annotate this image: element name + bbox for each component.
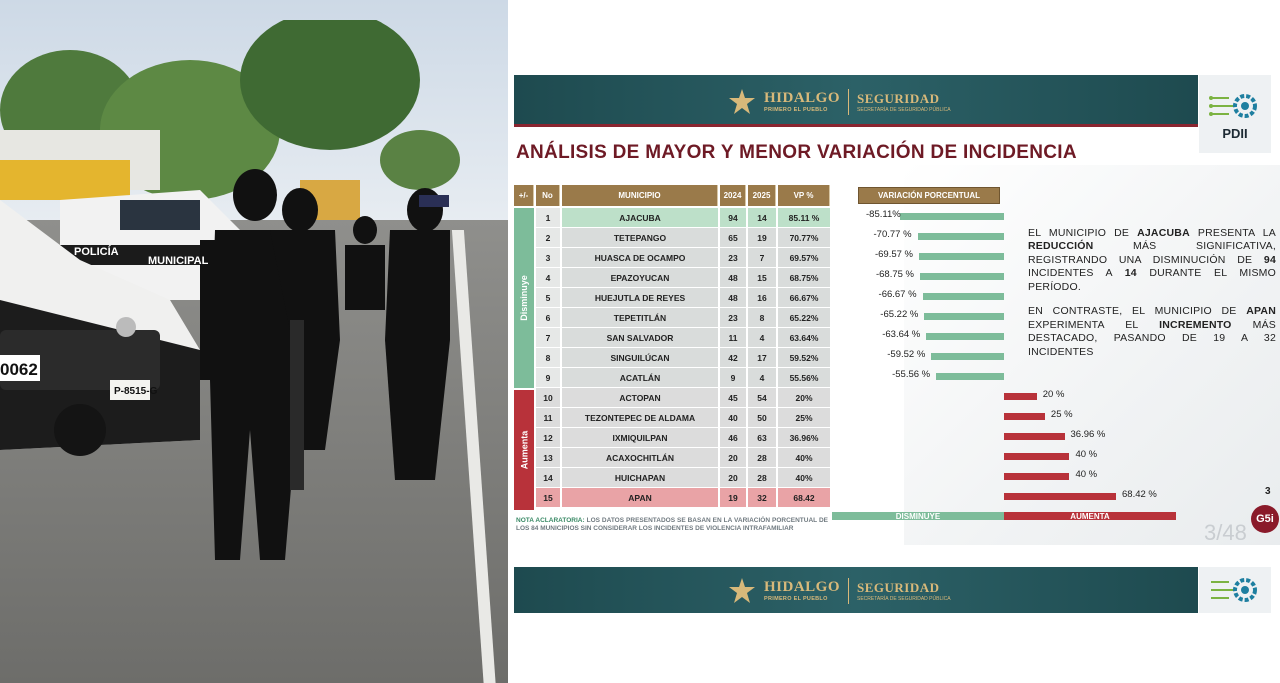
bar-disminuye bbox=[931, 353, 1004, 360]
bar-aumenta bbox=[1004, 433, 1065, 440]
row-vp: 69.57% bbox=[778, 248, 830, 267]
row-vp: 25% bbox=[778, 408, 830, 427]
row-municipio: HUASCA DE OCAMPO bbox=[562, 248, 718, 267]
bar-label-disminuye: -65.22 % bbox=[880, 309, 919, 320]
p2-c: EXPERIMENTA EL bbox=[1028, 318, 1160, 331]
gear-circuit-icon bbox=[1207, 88, 1263, 124]
row-2024: 9 bbox=[720, 368, 746, 387]
row-2025: 14 bbox=[748, 208, 776, 227]
bar-aumenta bbox=[1004, 473, 1069, 480]
row-2024: 20 bbox=[720, 448, 746, 467]
p1-e: MÁS SIGNIFICATIVA, REGISTRANDO UNA DISMINUCIÓN DE bbox=[1028, 240, 1276, 266]
row-number: 7 bbox=[536, 328, 560, 347]
table-row bbox=[536, 208, 830, 227]
row-vp: 63.64% bbox=[778, 328, 830, 347]
table-row bbox=[536, 448, 830, 467]
bar-label-disminuye: -85.11% bbox=[866, 209, 901, 220]
footer-gear-circuit-icon bbox=[1207, 572, 1263, 608]
table-row bbox=[536, 488, 830, 507]
bar-disminuye bbox=[918, 233, 1004, 240]
p1-a: EL MUNICIPIO DE bbox=[1028, 227, 1138, 239]
row-2024: 23 bbox=[720, 308, 746, 327]
footer-agency-subtitle: SECRETARÍA DE SEGURIDAD PÚBLICA bbox=[857, 595, 951, 602]
row-2025: 63 bbox=[748, 428, 776, 447]
row-2025: 4 bbox=[748, 368, 776, 387]
row-2024: 40 bbox=[720, 408, 746, 427]
row-2025: 54 bbox=[748, 388, 776, 407]
header-municipio: MUNICIPIO bbox=[562, 185, 718, 206]
row-municipio: APAN bbox=[562, 488, 718, 507]
row-number: 3 bbox=[536, 248, 560, 267]
bar-disminuye bbox=[920, 273, 1004, 280]
header-2024: 2024 bbox=[720, 185, 746, 206]
row-number: 4 bbox=[536, 268, 560, 287]
p1-d: REDUCCIÓN bbox=[1028, 240, 1094, 253]
bar-label-disminuye: -69.57 % bbox=[874, 249, 914, 260]
row-2025: 50 bbox=[748, 408, 776, 427]
row-2025: 15 bbox=[748, 268, 776, 287]
row-municipio: ACATLÁN bbox=[562, 368, 718, 387]
row-number: 12 bbox=[536, 428, 560, 447]
row-number: 1 bbox=[536, 208, 560, 227]
p1-f: 94 bbox=[1263, 253, 1276, 266]
row-number: 11 bbox=[536, 408, 560, 427]
page-number: 3 bbox=[1265, 486, 1271, 497]
row-municipio: ACAXOCHITLÁN bbox=[562, 448, 718, 467]
row-vp: 68.75% bbox=[778, 268, 830, 287]
table-row bbox=[536, 248, 830, 267]
row-municipio: TEZONTEPEC DE ALDAMA bbox=[562, 408, 718, 427]
summary-paragraph-1 bbox=[1028, 227, 1276, 294]
agency-name: SEGURIDAD bbox=[857, 90, 940, 106]
row-2024: 11 bbox=[720, 328, 746, 347]
footer-brand-name: HIDALGO bbox=[764, 578, 841, 595]
row-vp: 65.22% bbox=[778, 308, 830, 327]
agency-subtitle: SECRETARÍA DE SEGURIDAD PÚBLICA bbox=[857, 106, 951, 113]
table-row bbox=[536, 228, 830, 247]
summary-text bbox=[1028, 227, 1276, 370]
header-vp: VP % bbox=[778, 185, 830, 206]
row-number: 2 bbox=[536, 228, 560, 247]
row-number: 6 bbox=[536, 308, 560, 327]
table-header bbox=[514, 185, 830, 206]
note-text: LOS DATOS PRESENTADOS SE BASAN EN LA VARIACIÓN PORCENTUAL DE LOS 84 MUNICIPIOS SIN CONSIDERAR LOS INCIDENTES DE VIOLENCIA INTRAFAMILIAR bbox=[516, 517, 829, 532]
header-sign: +/- bbox=[514, 185, 534, 206]
group-aumenta-label: Aumenta bbox=[519, 430, 530, 470]
bar-label-disminuye: -70.77 % bbox=[873, 229, 912, 240]
police-scene bbox=[0, 0, 508, 683]
p1-i: DURANTE EL MISMO PERÍODO. bbox=[1028, 267, 1276, 293]
row-2025: 28 bbox=[748, 468, 776, 487]
bar-label-disminuye: -68.75 % bbox=[875, 269, 915, 280]
table-row bbox=[536, 308, 830, 327]
row-2025: 32 bbox=[748, 488, 776, 507]
p1-b: AJACUBA bbox=[1137, 227, 1190, 239]
footer-brand-tagline: PRIMERO EL PUEBLO bbox=[764, 595, 828, 602]
row-number: 15 bbox=[536, 488, 560, 507]
table-row bbox=[536, 388, 830, 407]
p1-h: 14 bbox=[1124, 267, 1137, 280]
group-disminuye bbox=[514, 208, 534, 388]
row-vp: 59.52% bbox=[778, 348, 830, 367]
bar-label-aumenta: 40 % bbox=[1075, 449, 1098, 460]
axis-label-disminuye: DISMINUYE bbox=[832, 512, 1004, 520]
axis-label-aumenta: AUMENTA bbox=[1004, 512, 1176, 520]
header-2025: 2025 bbox=[748, 185, 776, 206]
row-municipio: SAN SALVADOR bbox=[562, 328, 718, 347]
bar-label-disminuye: -63.64 % bbox=[882, 329, 921, 340]
row-vp: 40% bbox=[778, 448, 830, 467]
row-municipio: HUICHAPAN bbox=[562, 468, 718, 487]
table-row bbox=[536, 428, 830, 447]
table-row bbox=[536, 368, 830, 387]
brand-tagline: PRIMERO EL PUEBLO bbox=[764, 106, 828, 113]
header-no: No bbox=[536, 185, 560, 206]
row-number: 9 bbox=[536, 368, 560, 387]
slide-title: ANÁLISIS DE MAYOR Y MENOR VARIACIÓN DE INCIDENCIA bbox=[516, 142, 1077, 163]
slide bbox=[514, 75, 1280, 615]
row-2025: 28 bbox=[748, 448, 776, 467]
p2-b: APAN bbox=[1246, 305, 1276, 318]
row-2024: 23 bbox=[720, 248, 746, 267]
municipal-label: MUNICIPAL bbox=[148, 255, 209, 267]
bar-label-aumenta: 40 % bbox=[1075, 469, 1098, 480]
table-row bbox=[536, 328, 830, 347]
bar-aumenta bbox=[1004, 393, 1037, 400]
row-2024: 46 bbox=[720, 428, 746, 447]
row-municipio: HUEJUTLA DE REYES bbox=[562, 288, 718, 307]
row-vp: 85.11 % bbox=[778, 208, 830, 227]
brand-separator bbox=[848, 89, 849, 115]
table-row bbox=[536, 408, 830, 427]
footer-star-emblem-icon bbox=[728, 577, 756, 605]
row-vp: 55.56% bbox=[778, 368, 830, 387]
footer-brand-separator bbox=[848, 578, 849, 604]
footer-brand-logo bbox=[728, 574, 951, 608]
header-banner bbox=[514, 75, 1198, 127]
bar-disminuye bbox=[926, 333, 1004, 340]
bar-aumenta bbox=[1004, 413, 1045, 420]
footer-banner bbox=[514, 567, 1198, 613]
row-number: 10 bbox=[536, 388, 560, 407]
bar-aumenta bbox=[1004, 453, 1069, 460]
p1-c: PRESENTA LA bbox=[1189, 227, 1276, 239]
footer-agency-name: SEGURIDAD bbox=[857, 579, 940, 595]
row-2024: 20 bbox=[720, 468, 746, 487]
bar-label-aumenta: 25 % bbox=[1050, 409, 1073, 420]
bar-label-disminuye: -59.52 % bbox=[887, 349, 926, 360]
table-row bbox=[536, 348, 830, 367]
table-row bbox=[536, 288, 830, 307]
p2-d: INCREMENTO bbox=[1159, 318, 1232, 331]
row-municipio: EPAZOYUCAN bbox=[562, 268, 718, 287]
bar-disminuye bbox=[924, 313, 1004, 320]
star-emblem-icon bbox=[728, 88, 756, 116]
row-2025: 4 bbox=[748, 328, 776, 347]
row-vp: 40% bbox=[778, 468, 830, 487]
row-municipio: TETEPANGO bbox=[562, 228, 718, 247]
row-municipio: ACTOPAN bbox=[562, 388, 718, 407]
chart-title: VARIACIÓN PORCENTUAL bbox=[858, 187, 1000, 204]
summary-paragraph-2 bbox=[1028, 305, 1276, 359]
row-number: 5 bbox=[536, 288, 560, 307]
row-municipio: IXMIQUILPAN bbox=[562, 428, 718, 447]
row-2024: 65 bbox=[720, 228, 746, 247]
bar-label-disminuye: -66.67 % bbox=[878, 289, 917, 300]
row-municipio: SINGUILÚCAN bbox=[562, 348, 718, 367]
row-2025: 16 bbox=[748, 288, 776, 307]
bar-label-aumenta: 68.42 % bbox=[1122, 489, 1157, 500]
brand-logo bbox=[728, 85, 951, 119]
clarification-note bbox=[516, 517, 828, 533]
row-vp: 70.77% bbox=[778, 228, 830, 247]
row-2025: 7 bbox=[748, 248, 776, 267]
row-2024: 48 bbox=[720, 288, 746, 307]
row-municipio: TEPETITLÁN bbox=[562, 308, 718, 327]
group-aumenta bbox=[514, 390, 534, 510]
row-2024: 45 bbox=[720, 388, 746, 407]
row-vp: 36.96% bbox=[778, 428, 830, 447]
bar-disminuye bbox=[923, 293, 1004, 300]
row-number: 14 bbox=[536, 468, 560, 487]
row-vp: 68.42 bbox=[778, 488, 830, 507]
row-2024: 42 bbox=[720, 348, 746, 367]
bar-label-aumenta: 20 % bbox=[1042, 389, 1065, 400]
note-label: NOTA ACLARATORIA: bbox=[516, 517, 585, 524]
bar-label-aumenta: 36.96 % bbox=[1070, 429, 1106, 440]
bar-aumenta bbox=[1004, 493, 1116, 500]
row-municipio: AJACUBA bbox=[562, 208, 718, 227]
p2-a: EN CONTRASTE, EL MUNICIPIO DE bbox=[1028, 305, 1247, 318]
g5i-logo: G5i bbox=[1251, 505, 1279, 533]
row-2025: 17 bbox=[748, 348, 776, 367]
row-vp: 20% bbox=[778, 388, 830, 407]
row-2024: 48 bbox=[720, 268, 746, 287]
table-row bbox=[536, 468, 830, 487]
bar-disminuye bbox=[936, 373, 1004, 380]
license-plate: P-8515-G bbox=[114, 386, 158, 397]
police-label: POLICÍA bbox=[74, 246, 119, 258]
brand-name: HIDALGO bbox=[764, 89, 841, 106]
row-2024: 19 bbox=[720, 488, 746, 507]
row-vp: 66.67% bbox=[778, 288, 830, 307]
p2-e: MÁS DESTACADO, PASANDO DE 19 A 32 INCIDENTES bbox=[1028, 318, 1276, 358]
bar-disminuye bbox=[900, 213, 1004, 220]
row-2025: 19 bbox=[748, 228, 776, 247]
police-photo bbox=[0, 0, 508, 683]
row-2025: 8 bbox=[748, 308, 776, 327]
bar-disminuye bbox=[919, 253, 1004, 260]
p1-g: INCIDENTES A bbox=[1028, 267, 1125, 280]
bar-label-disminuye: -55.56 % bbox=[892, 369, 931, 380]
row-2024: 94 bbox=[720, 208, 746, 227]
table-row bbox=[536, 268, 830, 287]
pdii-logo bbox=[1199, 75, 1271, 153]
footer-pdii-logo bbox=[1199, 567, 1271, 613]
row-number: 8 bbox=[536, 348, 560, 367]
row-number: 13 bbox=[536, 448, 560, 467]
unit-number: 0062 bbox=[0, 360, 38, 379]
page-counter: 3/48 bbox=[1204, 520, 1247, 545]
group-disminuye-label: Disminuye bbox=[519, 275, 530, 321]
pdii-label: PDII bbox=[1222, 125, 1248, 141]
